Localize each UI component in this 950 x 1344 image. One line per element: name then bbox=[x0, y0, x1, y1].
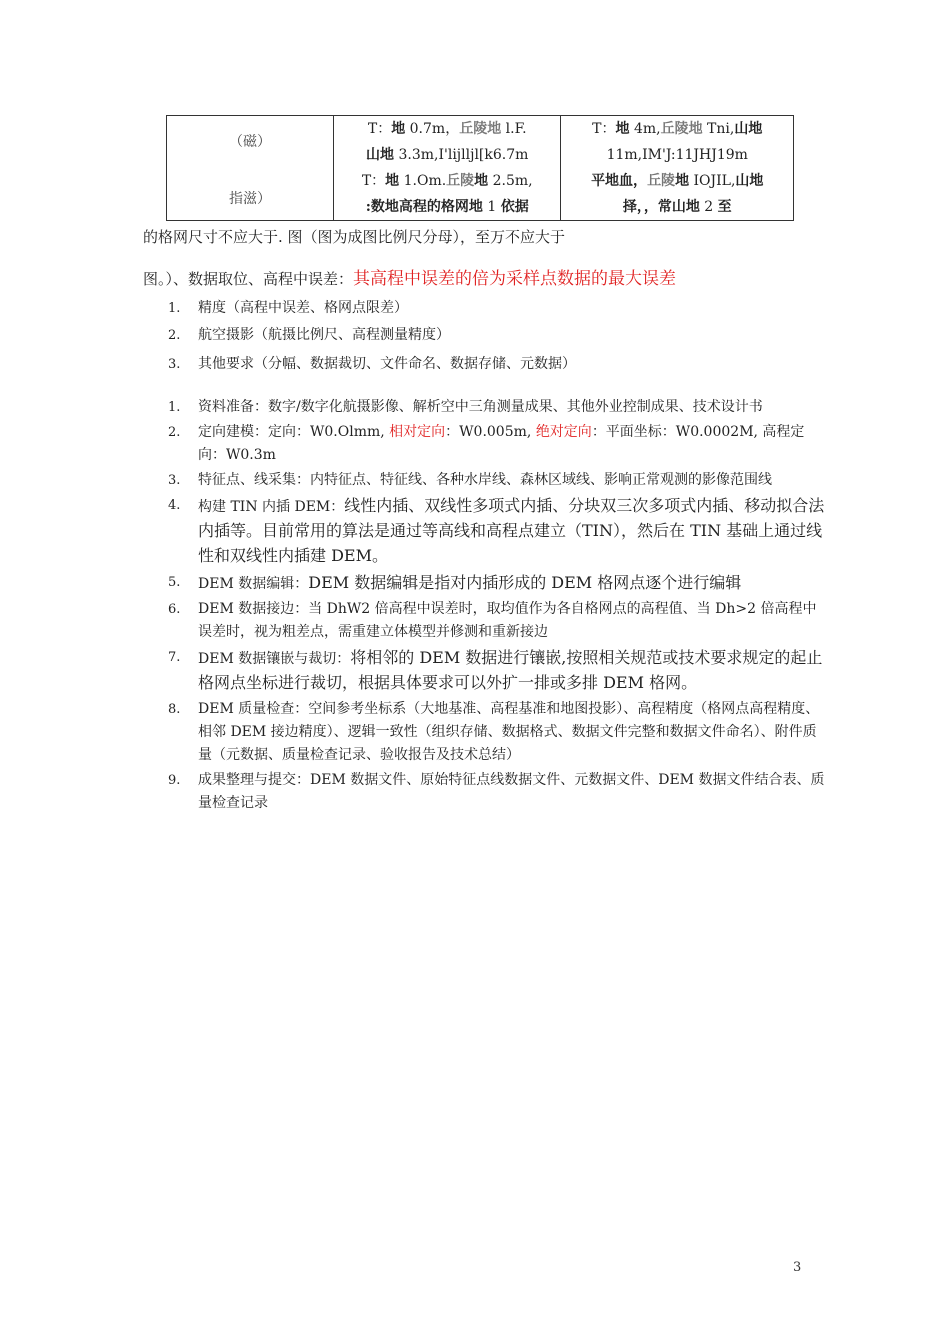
list-item: 5. DEM 数据编辑：DEM 数据编辑是指对内插形成的 DEM 格网点逐个进行编辑 bbox=[168, 573, 742, 592]
list-item: 8. DEM 质量检查：空间参考坐标系（大地基准、高程基准和地图投影）、高程精度（格网点高程精度、相邻 DEM 接边精度）、逻辑一致性（组织存储、数据格式、数据文件完整和数据文件命名）、附件质量（元数据、质量检查记录、验收报告及技术总结） bbox=[168, 701, 820, 763]
list-item: 1. 资料准备：数字/数字化航摄影像、解析空中三角测量成果、其他外业控制成果、技术设计书 bbox=[168, 399, 763, 415]
cell-line: 山地 3.3m,I'lijlljl[k6.7m bbox=[366, 147, 529, 163]
cell-label-top: （磁） bbox=[228, 134, 271, 150]
table-row bbox=[167, 116, 794, 221]
list-item: 2. 定向建模：定向：W0.Olmm, 相对定向：W0.005m, 绝对定向：平面坐标：W0.0002M, 高程定向：W0.3m bbox=[168, 424, 805, 463]
cell-line: 平地血，丘陵地 IOJIL,山地 bbox=[591, 173, 764, 189]
cell-line: T：地 1.Om.丘陵地 2.5m, bbox=[361, 173, 533, 189]
list-item: 9. 成果整理与提交：DEM 数据文件、原始特征点线数据文件、元数据文件、DEM 数据文件结合表、质量检查记录 bbox=[168, 772, 825, 811]
cell-line: T：地 0.7m，丘陵地 l.F. bbox=[367, 121, 527, 137]
paragraph-grid-size: 的格网尺寸不应大于. 图（图为成图比例尺分母），至万不应大于 bbox=[143, 228, 566, 246]
cell-line: :数地高程的格网地 1 依据 bbox=[365, 199, 529, 215]
list-item: 2. 航空摄影（航摄比例尺、高程测量精度） bbox=[168, 327, 450, 343]
list-item: 7. DEM 数据镶嵌与裁切：将相邻的 DEM 数据进行镶嵌,按照相关规范或技术要求规定的起止格网点坐标进行裁切，根据具体要求可以外扩一排或多排 DEM 格网。 bbox=[168, 648, 823, 692]
table-cell-label bbox=[167, 116, 334, 221]
list-item: 3. 其他要求（分幅、数据裁切、文件命名、数据存储、元数据） bbox=[168, 356, 576, 372]
highlight-text: 其高程中误差的倍为采样点数据的最大误差 bbox=[353, 269, 677, 289]
table-cell-scale-b bbox=[561, 116, 794, 221]
page-number: 3 bbox=[793, 1260, 802, 1275]
workflow-list bbox=[168, 396, 828, 815]
cell-line: 择，，常山地 2 至 bbox=[622, 199, 732, 215]
list-item: 3. 特征点、线采集：内特征点、特征线、各种水岸线、森林区域线、影响正常观测的影像范围线 bbox=[168, 472, 772, 488]
list-item: 6. DEM 数据接边：当 DhW2 倍高程中误差时，取均值作为各自格网点的高程值、当 Dh>2 倍高程中误差时，视为粗差点，需重建立体模型并修测和重新接边 bbox=[168, 601, 817, 640]
list-item: 1. 精度（高程中误差、格网点限差） bbox=[168, 300, 408, 316]
cell-line: T：地 4m,丘陵地 Tni,山地 bbox=[592, 121, 763, 137]
table-cell-scale-a bbox=[333, 116, 561, 221]
spec-table bbox=[166, 115, 794, 221]
paragraph-precision: 图。）、数据取位、高程中误差：其高程中误差的倍为采样点数据的最大误差 bbox=[143, 269, 677, 289]
cell-label-bottom: 指滋） bbox=[228, 191, 271, 207]
cell-line: 11m,IM'J:11JHJ19m bbox=[606, 147, 748, 163]
requirements-list bbox=[168, 295, 828, 378]
list-item: 4. 构建 TIN 内插 DEM：线性内插、双线性多项式内插、分块双三次多项式内插、移动拟合法内插等。目前常用的算法是通过等高线和高程点建立（TIN），然后在 TIN 基础上通过线性和双线性内插建 DEM。 bbox=[168, 496, 825, 565]
